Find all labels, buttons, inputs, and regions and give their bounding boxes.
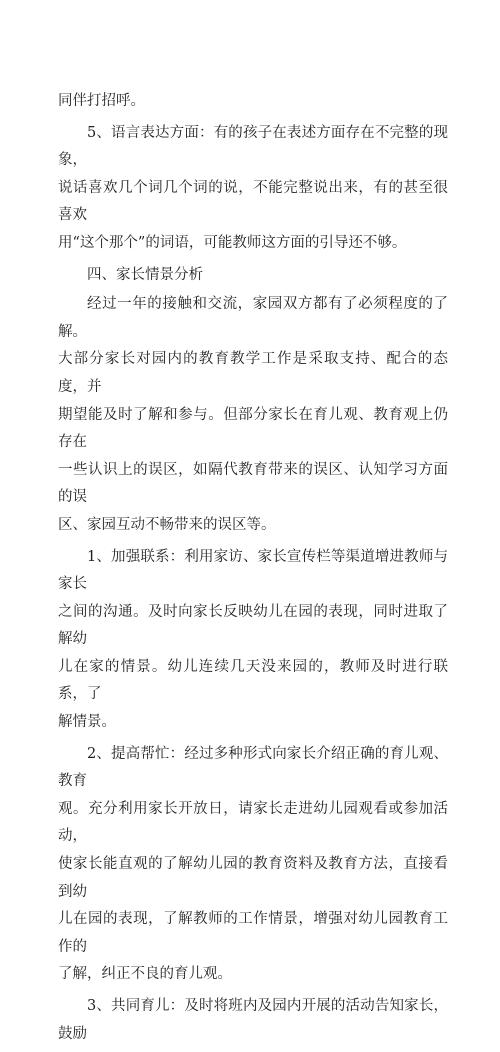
text-line: 用“这个那个”的词语，可能教师这方面的引导还不够。 xyxy=(58,234,407,251)
text-line: 同伴打招呼。 xyxy=(58,93,145,109)
text-line: 1、加强联系：利用家访、家长宣传栏等渠道增进教师与家长 xyxy=(58,548,448,593)
text-line: 观。充分利用家长开放日，请家长走进幼儿园观看或参加活动， xyxy=(58,800,448,845)
text-line: 之间的沟通。及时向家长反映幼儿在园的表现，同时进取了解幼 xyxy=(58,603,448,648)
text-line: 期望能及时了解和参与。但部分家长在育儿观、教育观上仍存在 xyxy=(58,406,448,451)
text-line: 经过一年的接触和交流，家园双方都有了必须程度的了解。 xyxy=(58,296,448,340)
text-line: 儿在园的表现，了解教师的工作情景，增强对幼儿园教育工作的 xyxy=(58,911,448,955)
text-line: 一些认识上的误区，如隔代教育带来的误区、认知学习方面的误 xyxy=(58,461,448,506)
document-body xyxy=(58,88,448,1052)
text-line: 解情景。 xyxy=(58,714,116,731)
text-line: 2、提高帮忙：经过多种形式向家长介绍正确的育儿观、教育 xyxy=(58,745,448,790)
text-line: 5、语言表达方面：有的孩子在表述方面存在不完整的现象， xyxy=(58,124,448,169)
text-line: 说话喜欢几个词几个词的说，不能完整说出来，有的甚至很喜欢 xyxy=(58,179,448,224)
paragraph-improve-help xyxy=(58,741,448,989)
text-line: 了解，纠正不良的育儿观。 xyxy=(58,966,232,983)
text-line: 使家长能直观的了解幼儿园的教育资料及教育方法，直接看到幼 xyxy=(58,856,448,900)
text-line: 儿在家的情景。幼儿连续几天没来园的，教师及时进行联系，了 xyxy=(58,658,448,703)
text-line: 3、共同育儿：及时将班内及园内开展的活动告知家长，鼓励 xyxy=(58,998,448,1042)
paragraph-continuation xyxy=(58,88,448,116)
text-line: 区、家园互动不畅带来的误区等。 xyxy=(58,516,276,533)
paragraph-language-expression xyxy=(58,120,448,258)
paragraph-co-parenting xyxy=(58,993,448,1048)
text-line: 大部分家长对园内的教育教学工作是采取支持、配合的态度，并 xyxy=(58,351,448,395)
heading-text: 四、家长情景分析 xyxy=(87,266,203,283)
section-heading xyxy=(58,262,448,290)
paragraph-parent-analysis xyxy=(58,291,448,539)
